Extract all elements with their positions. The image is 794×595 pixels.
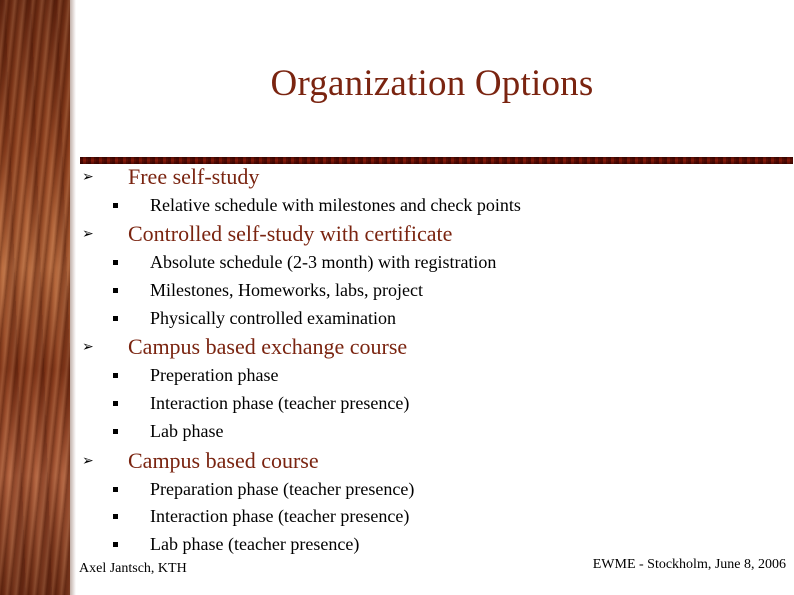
list-item: Relative schedule with milestones and check points	[150, 195, 521, 215]
arrowhead-bullet-icon: ➢	[82, 340, 94, 355]
list-item: Lab phase (teacher presence)	[150, 534, 360, 554]
section-heading: Controlled self-study with certificate	[128, 221, 453, 246]
square-bullet-icon	[113, 373, 118, 378]
square-bullet-icon	[113, 260, 118, 265]
list-item: Milestones, Homeworks, labs, project	[150, 280, 423, 300]
square-bullet-icon	[113, 429, 118, 434]
list-item: Lab phase	[150, 421, 224, 441]
list-item: Interaction phase (teacher presence)	[150, 393, 410, 413]
square-bullet-icon	[113, 542, 118, 547]
square-bullet-icon	[113, 288, 118, 293]
list-item: Preparation phase (teacher presence)	[150, 479, 415, 499]
footer-event: EWME - Stockholm, June 8, 2006	[592, 557, 786, 572]
square-bullet-icon	[113, 487, 118, 492]
list-item: Absolute schedule (2-3 month) with registration	[150, 252, 497, 272]
square-bullet-icon	[113, 401, 118, 406]
arrowhead-bullet-icon: ➢	[82, 454, 94, 469]
square-bullet-icon	[113, 203, 118, 208]
list-item: Physically controlled examination	[150, 308, 396, 328]
section-heading: Campus based course	[128, 448, 319, 473]
section-heading: Campus based exchange course	[128, 334, 408, 359]
arrowhead-bullet-icon: ➢	[82, 227, 94, 242]
slide-title: Organization Options	[270, 63, 594, 104]
square-bullet-icon	[113, 316, 118, 321]
list-item: Preperation phase	[150, 365, 279, 385]
square-bullet-icon	[113, 514, 118, 519]
list-item: Interaction phase (teacher presence)	[150, 506, 410, 526]
arrowhead-bullet-icon: ➢	[82, 170, 94, 185]
section-heading: Free self-study	[128, 164, 260, 189]
footer-author: Axel Jantsch, KTH	[79, 561, 187, 576]
